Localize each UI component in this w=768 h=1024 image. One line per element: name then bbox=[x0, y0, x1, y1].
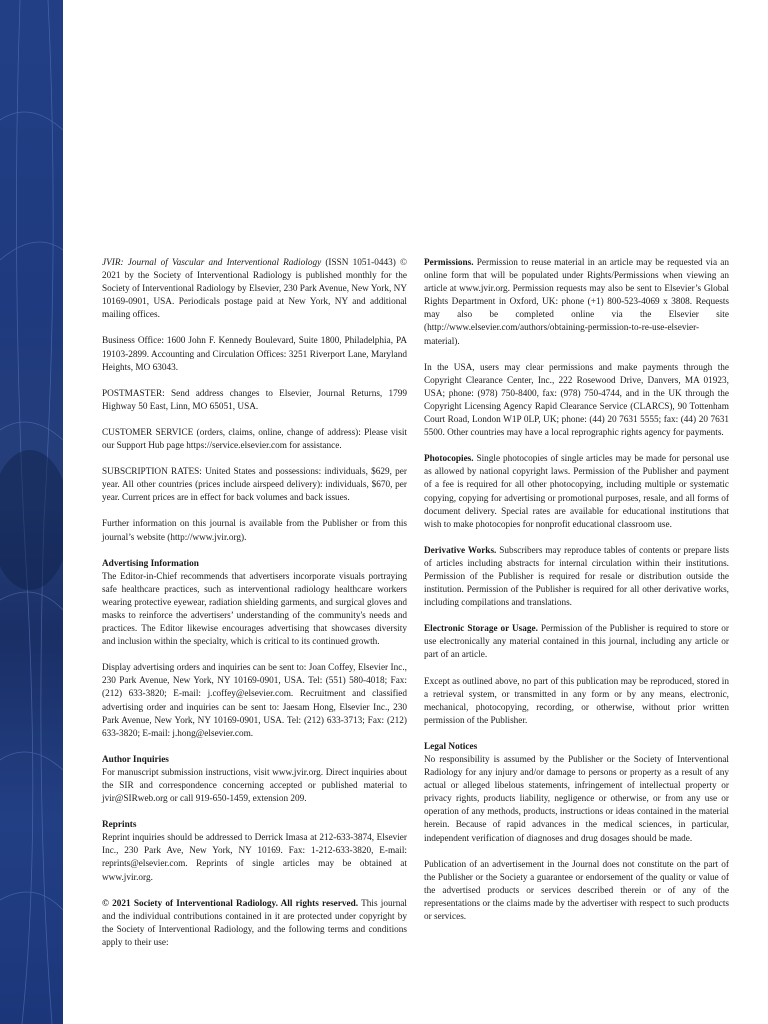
legal-notices-text: No responsibility is assumed by the Publisher or the Society of Interventional Radiology for any injury and/or damage to persons or property as a result of any actual or alleged libelous statements, infringement of intellectual property or privacy rights, products liability, negligence or otherwise, or from any use or operation of any methods, products, instructions or ideas contained in the material herein. Because of rapid advances in the medical sciences, in particular, independent verification of diagnoses and drug dosages should be made. bbox=[424, 755, 729, 844]
display-advertising: Display advertising orders and inquiries can be sent to: Joan Coffey, Elsevier Inc., 230 Park Avenue, New York, NY 10169-0901, USA. Tel: (551) 580-4018; Fax: (212) 633-3820; E-mail: j.coffey@elsevier.com. Recruitment and classified advertising order and inquiries can be sent to: Jaesam Hong, Elsevier Inc., 230 Park Avenue, New York, NY 10169-0901, USA. Tel: (212) 633-3713; Fax: (212) 633-3820; E-mail: j.hong@elsevier.com. bbox=[102, 663, 407, 739]
electronic-storage-lead: Electronic Storage or Usage. bbox=[424, 624, 538, 635]
copyright-lead: © 2021 Society of Interventional Radiology. All rights reserved. bbox=[102, 898, 359, 909]
electronic-storage-section bbox=[424, 623, 729, 662]
journal-intro-text: (ISSN 1051-0443) © 2021 by the Society of Interventional Radiology is published monthly for the Society of Interventional Radiology by Elsevier, 230 Park Avenue, New York, NY 10169-0901, USA. Periodicals postage paid at New York, NY and additional mailing offices. bbox=[102, 258, 407, 321]
permissions-lead: Permissions. bbox=[424, 258, 474, 268]
right-column bbox=[424, 257, 729, 924]
author-inquiries-section bbox=[102, 754, 407, 806]
legal-notices-section bbox=[424, 741, 729, 846]
reprints-heading: Reprints bbox=[102, 820, 137, 831]
further-info: Further information on this journal is available from the Publisher or from this journal’s website (http://www.jvir.org). bbox=[102, 519, 407, 543]
journal-intro bbox=[102, 257, 407, 322]
advertising-heading: Advertising Information bbox=[102, 558, 199, 569]
legal-notices-heading: Legal Notices bbox=[424, 741, 478, 752]
copyright-section bbox=[102, 898, 407, 950]
advertisement-disclaimer: Publication of an advertisement in the Journal does not constitute on the part of the Publisher or the Society a guarantee or endorsement of the quality or value of the advertised products or services described therein or of any of the representations or the claims made by the advertiser with respect to such products or services. bbox=[424, 859, 729, 923]
derivative-works-lead: Derivative Works. bbox=[424, 545, 497, 556]
permissions-text: Permission to reuse material in an article may be requested via an online form that will be populated under Rights/Permissions when viewing an article at www.jvir.org. Permission requests may also be sent to Elsevier’s Global Rights Department in Oxford, UK: phone (+1) 800-523-4069 x 3808. Requests may also be completed online via the Elsevier site (http://www.elsevier.com/authors/obtaining-permission-to-re-use-elsevier-material). bbox=[424, 258, 729, 347]
photocopies-text: Single photocopies of single articles may be made for personal use as allowed by national copyright laws. Permission of the Publisher and payment of a fee is required for all other photocopying, including multiple or systematic copying, copying for advertising or promotional purposes, resale, and all forms of document delivery. Special rates are available for educational institutions that wish to make photocopies for nonprofit educational classroom use. bbox=[424, 454, 729, 530]
author-inquiries-text: For manuscript submission instructions, visit www.jvir.org. Direct inquiries about the SIR and correspondence concerning accepted or published material to jvir@SIRweb.org or call 919-650-1459, extension 209. bbox=[102, 767, 407, 805]
reprints-section bbox=[102, 819, 407, 884]
permissions-section bbox=[424, 257, 729, 349]
advertising-text: The Editor-in-Chief recommends that advertisers incorporate visuals portraying safe healthcare practices, such as interventional radiology healthcare workers wearing protective eyewear, radiation shielding garments, and surgical gloves and masks to reinforce the advertisers’ understanding of the community's needs and practices. The Editor likewise encourages advertising that showcases diversity and inclusion within the specialty, which is critical to its continued growth. bbox=[102, 571, 407, 648]
except-outlined: Except as outlined above, no part of this publication may be reproduced, stored in a retrieval system, or transmitted in any form or by any means, electronic, mechanical, photocopying, recording, or otherwise, without prior written permission of the Publisher. bbox=[424, 676, 729, 726]
left-column bbox=[102, 257, 407, 950]
photocopies-lead: Photocopies. bbox=[424, 454, 474, 465]
copyright-text: This journal and the individual contributions contained in it are protected under copyright by the Society of Interventional Radiology, and the following terms and conditions apply to their use: bbox=[102, 898, 408, 948]
postmaster: POSTMASTER: Send address changes to Elsevier, Journal Returns, 1799 Highway 50 East, Linn, MO 65051, USA. bbox=[102, 388, 407, 412]
grid-lines-decoration bbox=[0, 0, 63, 1024]
derivative-works-text: Subscribers may reproduce tables of contents or prepare lists of articles including abstracts for internal circulation within their institutions. Permission of the Publisher is required for resale or distribution outside the institution. Permission of the Publisher is required for all other derivative works, including compilations and translations. bbox=[424, 545, 730, 609]
decorative-cover-band bbox=[0, 0, 63, 1024]
advertising-section bbox=[102, 558, 407, 650]
electronic-storage-text: Permission of the Publisher is required to store or use electronically any material contained in this journal, including any article or part of an article. bbox=[424, 624, 729, 661]
usa-permissions: In the USA, users may clear permissions and make payments through the Copyright Clearance Center, Inc., 222 Rosewood Drive, Danvers, MA 01923, USA; phone: (978) 750-8400, fax: (978) 750-4744, and in the UK through the Copyright Licensing Agency Rapid Clearance Service (CLARCS), 90 Tottenham Court Road, London W1P 0LP, UK; phone: (44) 20 7631 5555; fax: (44) 20 7631 5500. Other countries may have a local reprographic rights agency for payments. bbox=[424, 362, 729, 439]
derivative-works-section bbox=[424, 545, 729, 610]
reprints-text: Reprint inquiries should be addressed to Derrick Imasa at 212-633-3874, Elsevier Inc., 230 Park Ave, New York, NY 10169. Fax: 1-212-633-3820, E-mail: reprints@elsevier.com. Reprints of single articles may be obtained at www.jvir.org. bbox=[102, 833, 407, 883]
author-inquiries-heading: Author Inquiries bbox=[102, 754, 169, 765]
journal-name: JVIR: Journal of Vascular and Interventional Radiology bbox=[102, 258, 322, 268]
business-office: Business Office: 1600 John F. Kennedy Boulevard, Suite 1800, Philadelphia, PA 19103-2899. Accounting and Circulation Offices: 3251 Riverport Lane, Maryland Heights, MO 63043. bbox=[102, 336, 407, 373]
subscription-rates: SUBSCRIPTION RATES: United States and possessions: individuals, $629, per year. All other countries (prices include airspeed delivery): individuals, $670, per year. Current prices are in effect for back volumes and back issues. bbox=[102, 467, 407, 504]
photocopies-section bbox=[424, 453, 729, 532]
customer-service: CUSTOMER SERVICE (orders, claims, online, change of address): Please visit our Support Hub page https://service.elsevier.com for assistance. bbox=[102, 427, 407, 452]
